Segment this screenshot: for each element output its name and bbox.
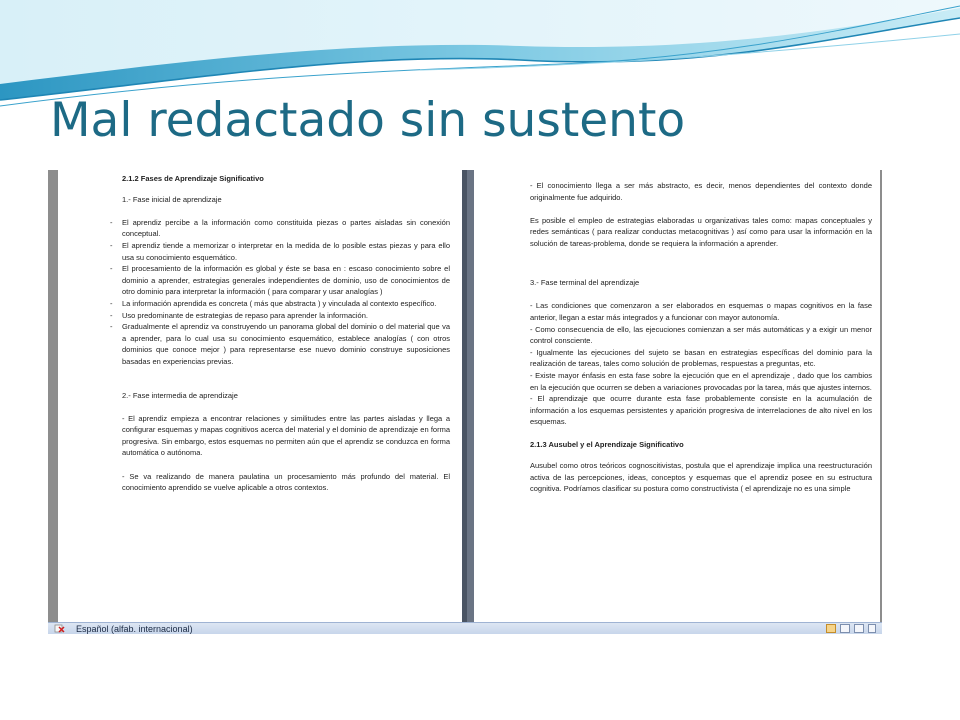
list-item: - El aprendiz percibe a la información como constituida piezas o partes aisladas sin conexión conceptual.: [122, 217, 450, 240]
document-page-left: [58, 170, 462, 622]
paragraph: Ausubel como otros teóricos cognoscitivistas, postula que el aprendizaje implica una reestructuración activa de las percepciones, ideas, conceptos y esquemas que el aprendiz posee en su estructura cognitiva. Podríamos clasificar su postura como constructivista ( el aprendizaje no es una simple: [530, 461, 872, 494]
list-item: - El procesamiento de la información es global y éste se basa en : escaso conocimiento sobre el dominio a aprender, estrategias generales independientes de dominio, uso de conocimientos de otro dominio para interpretar la información ( para comparar y usar analogías ): [122, 263, 450, 298]
list-item: - Como consecuencia de ello, las ejecuciones comienzan a ser más automáticas y a exigir un menor control consciente.: [530, 324, 872, 346]
section-heading: 2.1.2 Fases de Aprendizaje Significativo: [122, 174, 264, 183]
full-screen-reading-icon[interactable]: [840, 624, 850, 633]
list-item: - Existe mayor énfasis en esta fase sobre la ejecución que en el aprendizaje , dado que los cambios en la ejecución que ocurren se deben a variaciones provocadas por la tarea, más que ajustes internos.: [530, 370, 872, 392]
slide-title: Mal redactado sin sustento: [50, 93, 686, 148]
language-indicator[interactable]: Español (alfab. internacional): [76, 624, 193, 634]
paragraph: - El aprendiz empieza a encontrar relaciones y similitudes entre las partes aisladas y llega a configurar esquemas y mapas cognitivos acerca del material y el dominio de aprendizaje en forma progresiva. Sin embargo, estos esquemas no permiten aún que el aprendiz se conduzca en forma automática o autónoma.: [122, 413, 450, 458]
status-bar: [48, 622, 882, 634]
list-item: - Las condiciones que comenzaron a ser elaborados en esquemas o mapas cognitivos en la fase anterior, llegan a estar más integrados y a funcionar con mayor autonomía.: [530, 301, 872, 322]
web-layout-icon[interactable]: [854, 624, 864, 633]
paragraph: Es posible el empleo de estrategias elaboradas u organizativas tales como: mapas conceptuales y redes semánticas ( para realizar conductas metacognitivas ) así como para usar la información en la solución de tareas-problema, donde se requiera la información a aprender.: [530, 215, 872, 248]
list-item: - Uso predominante de estrategias de repaso para aprender la información.: [122, 310, 450, 322]
paragraph: - El conocimiento llega a ser más abstracto, es decir, menos dependientes del contexto donde originalmente fue adquirido.: [530, 181, 872, 202]
word-document-screenshot: [48, 170, 882, 634]
phase-1-list: [122, 217, 450, 368]
list-item: - La información aprendida es concreta ( más que abstracta ) y vinculada al contexto específico.: [122, 298, 450, 310]
list-item: - Gradualmente el aprendiz va construyendo un panorama global del dominio o del material que va a aprender, para lo cual usa su conocimiento esquemático, establece analogías ( con otros dominios que conoce mejor ) para representarse ese nuevo dominio construye suposiciones basadas en experiencias previas.: [122, 321, 450, 367]
spell-check-icon[interactable]: [54, 624, 66, 634]
list-item: - Igualmente las ejecuciones del sujeto se basan en estrategias específicas del dominio para la realización de tareas, tales como solución de problemas, respuestas a preguntas, etc.: [530, 347, 872, 369]
print-layout-icon[interactable]: [826, 624, 836, 633]
page-gutter: [467, 170, 474, 622]
phase-1-title: 1.- Fase inicial de aprendizaje: [122, 194, 222, 204]
list-item: - El aprendizaje que ocurre durante esta fase probablemente consiste en la acumulación de información a los esquemas persistentes y aparición progresiva de interrelaciones de alto nivel en los esquemas.: [530, 394, 872, 427]
outline-view-icon[interactable]: [868, 624, 876, 633]
list-item: - El aprendiz tiende a memorizar o interpretar en la medida de lo posible estas piezas y para ello usa su conocimiento esquemático.: [122, 240, 450, 263]
section-heading: 2.1.3 Ausubel y el Aprendizaje Significativo: [530, 440, 684, 450]
paragraph: - Se va realizando de manera paulatina un procesamiento más profundo del material. El conocimiento aprendido se vuelve aplicable a otros contextos.: [122, 471, 450, 493]
phase-3-title: 3.- Fase terminal del aprendizaje: [530, 278, 640, 288]
document-page-right: [474, 170, 880, 622]
phase-2-title: 2.- Fase intermedia de aprendizaje: [122, 390, 238, 400]
